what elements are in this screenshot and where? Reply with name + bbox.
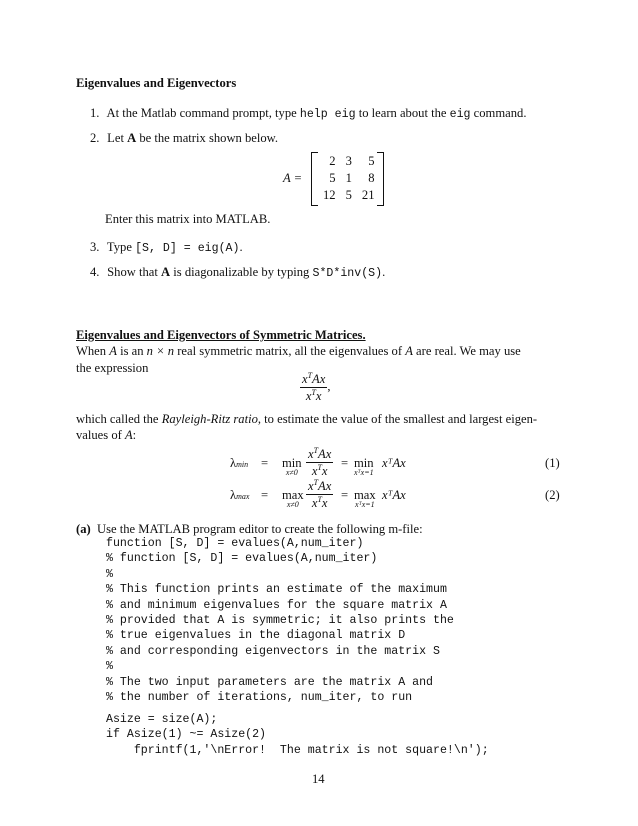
equation-1-number: (1)	[545, 456, 560, 470]
code-line: %	[106, 567, 113, 581]
equation-2-lhs: λmax	[230, 488, 250, 502]
code-block-1	[106, 536, 454, 705]
code-line: % function [S, D] = evalues(A,num_iter)	[106, 552, 378, 566]
equation-2-max: max x≠0	[282, 488, 304, 509]
matrix-label: A =	[283, 171, 303, 185]
code-line: % the number of iterations, num_iter, to run	[106, 690, 413, 704]
code-line: % true eigenvalues in the diagonal matrix D	[106, 629, 406, 643]
equation-1-rhs: xᵀAx	[382, 456, 406, 470]
matrix-A: 2 3 5 5 1 8 12 5 21	[323, 154, 375, 202]
equation-1-lhs: λmin	[230, 456, 249, 470]
equation-2-number: (2)	[545, 488, 560, 502]
list-item-3: 3. Type [S, D] = eig(A).	[90, 240, 243, 255]
part-a: (a) Use the MATLAB program editor to create the following m-file:	[76, 522, 423, 536]
code-line: % The two input parameters are the matrix A and	[106, 675, 433, 689]
code-line: Asize = size(A);	[106, 713, 218, 726]
code-line: if Asize(1) ~= Asize(2)	[106, 728, 267, 742]
code-block-2	[106, 712, 489, 758]
equation-1-min: min x≠0	[282, 456, 302, 477]
equation-2-rhs: xᵀAx	[382, 488, 406, 502]
equation-2-equals: =	[261, 488, 269, 502]
code-line: % provided that A is symmetric; it also prints the	[106, 613, 454, 627]
paragraph-1-line2: the expression	[76, 361, 149, 375]
rayleigh-fraction: $\frac{x^TAx}{x^Tx}$ ,	[302, 371, 331, 404]
equation-2-equals-2: =	[341, 488, 349, 502]
list-item-2: 2. Let A be the matrix shown below.	[90, 131, 279, 145]
page-number: 14	[312, 772, 325, 786]
list-item-1: 1. At the Matlab command prompt, type help eig to learn about the eig command.	[90, 106, 527, 121]
paragraph-1: When A is an n × n real symmetric matrix, all the eigenvalues of A are real. We may use	[76, 344, 521, 358]
code-line: % and minimum eigenvalues for the square matrix A	[106, 598, 447, 612]
code-line: fprintf(1,'\nError! The matrix is not square!\n');	[106, 743, 489, 757]
matrix-right-bracket	[377, 152, 384, 206]
paragraph-2: which called the Rayleigh-Ritz ratio, to estimate the value of the smallest and largest eigen-	[76, 412, 538, 426]
section2-title: Eigenvalues and Eigenvectors of Symmetric Matrices.	[76, 328, 366, 342]
code-line: % This function prints an estimate of the maximum	[106, 583, 447, 597]
equation-2-max-2: max xᵀx=1	[354, 488, 376, 509]
equation-1-fraction: $\frac{x^TAx}{x^Tx}$	[308, 446, 332, 479]
code-line: function [S, D] = evalues(A,num_iter)	[106, 537, 364, 550]
section1-title: Eigenvalues and Eigenvectors	[76, 76, 237, 90]
enter-matrix-text: Enter this matrix into MATLAB.	[105, 212, 271, 226]
equation-1-equals: =	[261, 456, 269, 470]
paragraph-2-line2: values of A:	[76, 428, 137, 442]
code-line: % and corresponding eigenvectors in the matrix S	[106, 644, 440, 658]
matrix-left-bracket	[311, 152, 318, 206]
code-line: %	[106, 660, 113, 674]
list-item-4: 4. Show that A is diagonalizable by typing S*D*inv(S).	[90, 265, 386, 280]
equation-1-equals-2: =	[341, 456, 349, 470]
equation-2-fraction: $\frac{x^TAx}{x^Tx}$	[308, 478, 332, 511]
equation-1-min-2: min xᵀx=1	[354, 456, 374, 477]
